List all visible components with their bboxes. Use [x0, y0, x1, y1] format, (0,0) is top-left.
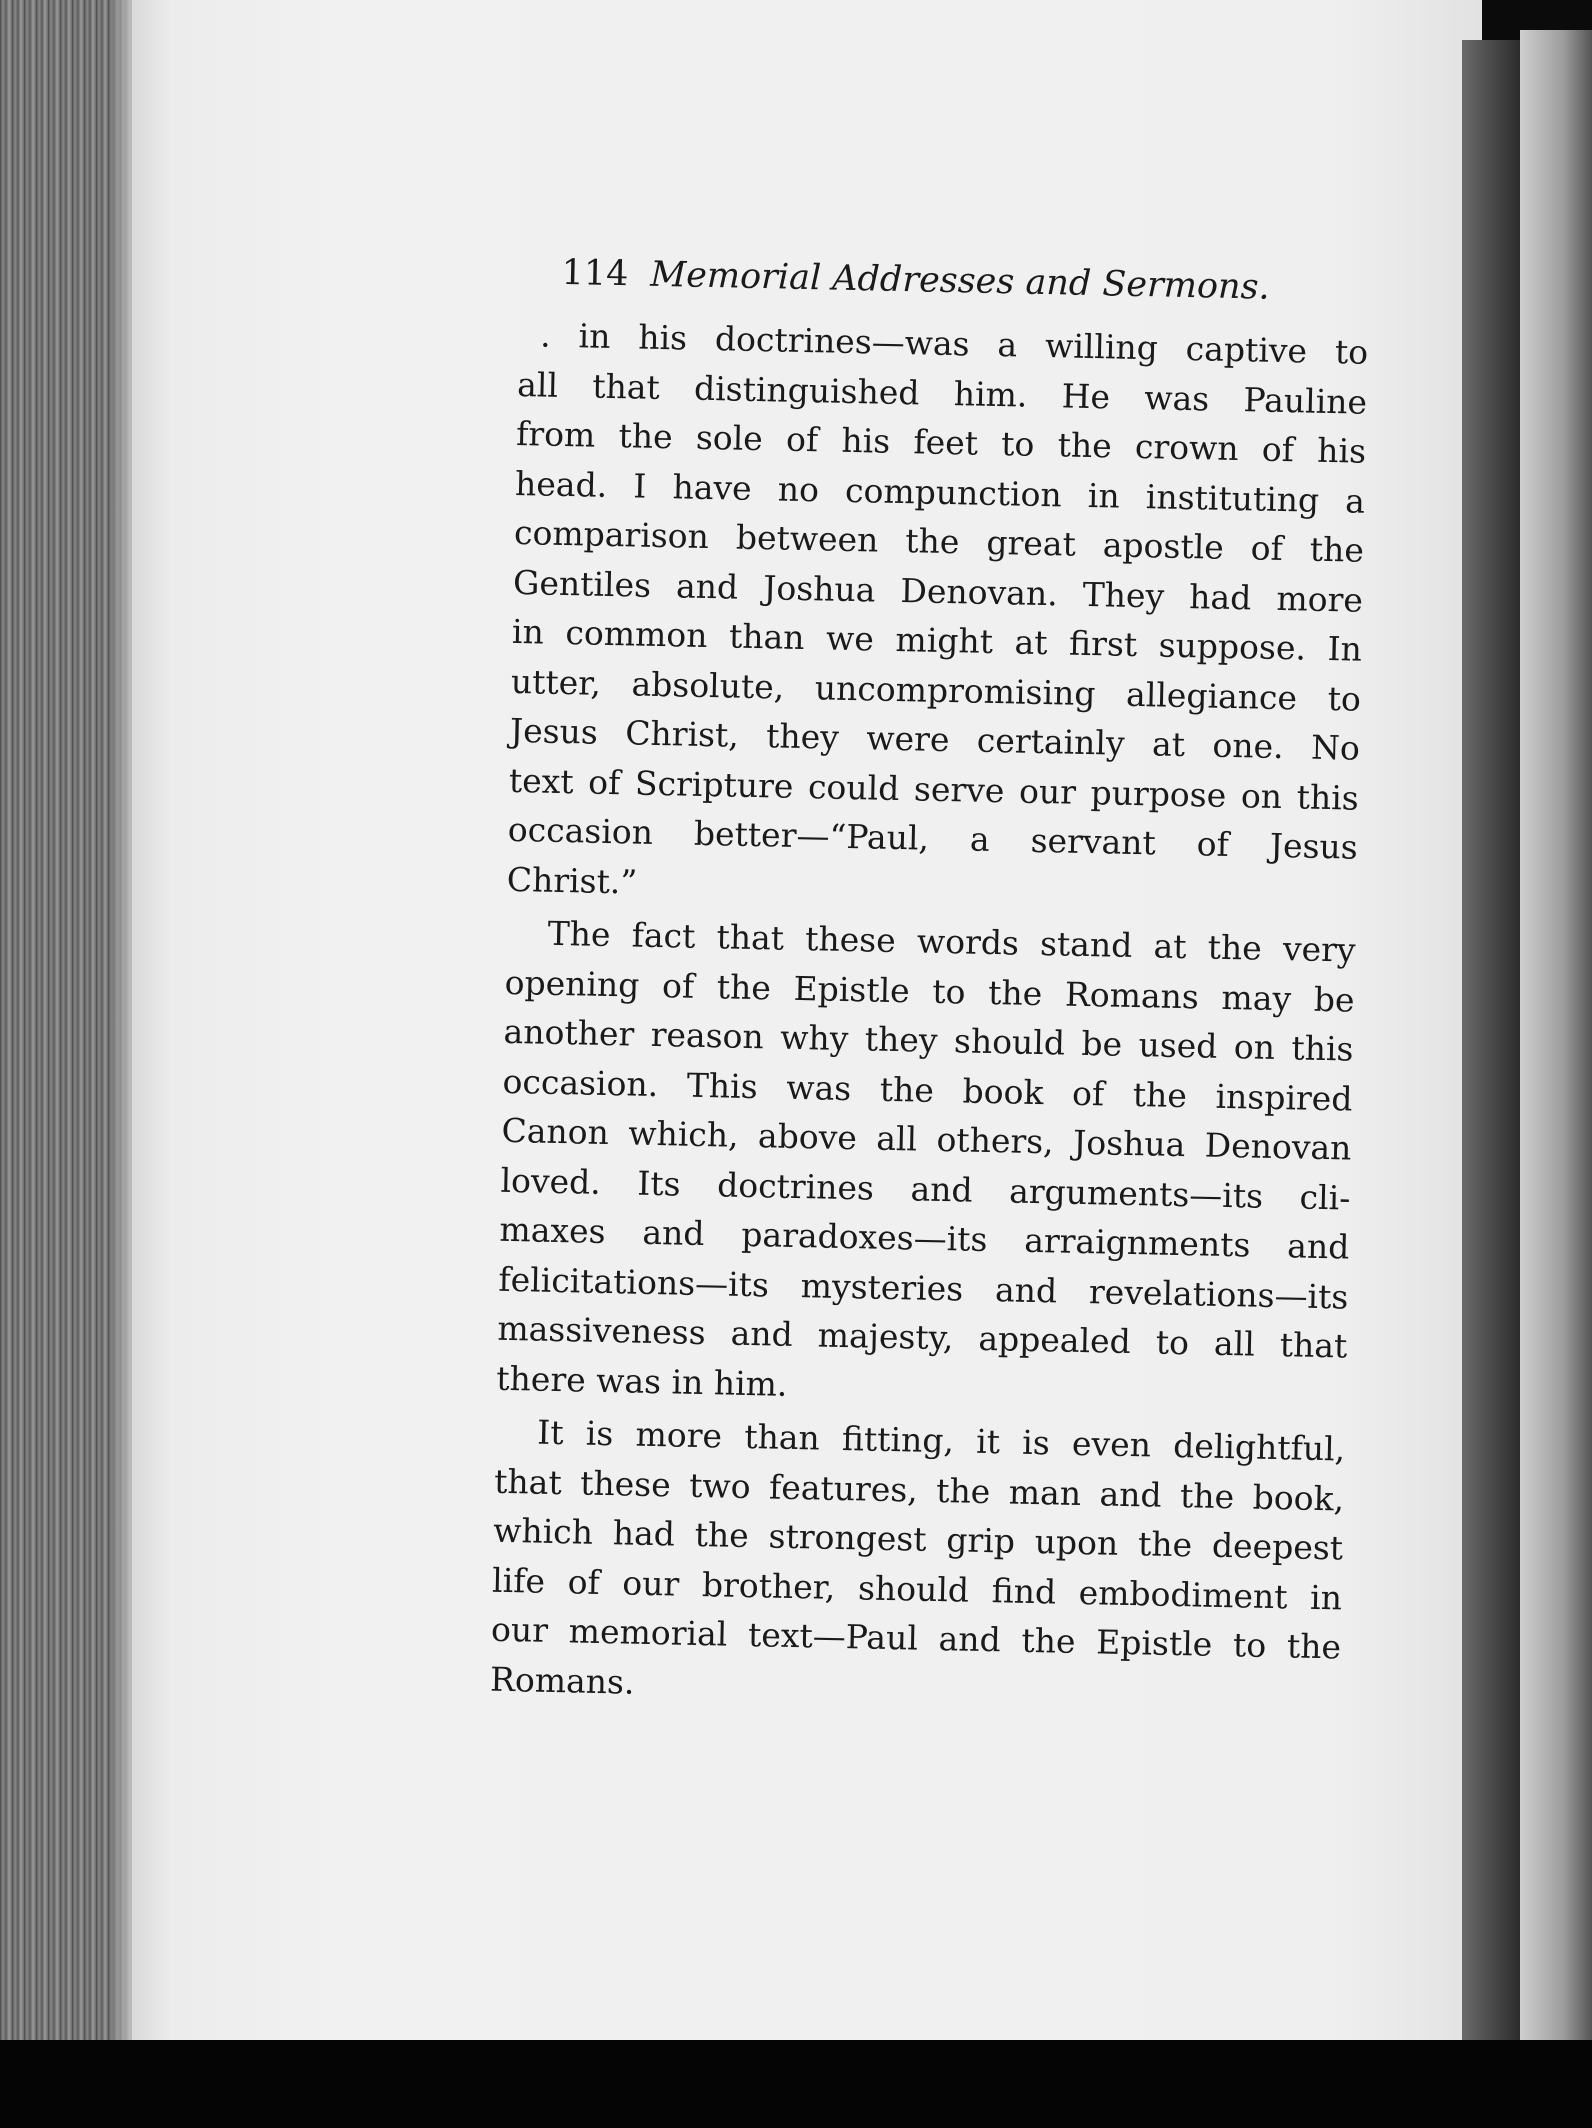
- text-line: there was in him.: [496, 1358, 788, 1404]
- text-line: all that distinguished him. He was Pauline: [516, 364, 1368, 422]
- text-line: life of our brother, should find embodiment in: [491, 1560, 1343, 1618]
- text-line: opening of the Epistle to the Romans may be: [504, 962, 1355, 1020]
- text-line: comparison between the great apostle of the: [513, 512, 1365, 570]
- paragraph-2: [496, 908, 1356, 1421]
- paragraph-1: [506, 310, 1368, 922]
- paragraph-3: [490, 1407, 1346, 1722]
- text-line: Gentiles and Joshua Denovan. They had more: [512, 562, 1364, 620]
- text-line: utter, absolute, uncompromising allegiance to: [510, 661, 1362, 719]
- text-line: in common than we might at first suppose. In: [511, 611, 1363, 669]
- text-line: from the sole of his feet to the crown of his: [515, 413, 1367, 471]
- text-line: our memorial text—Paul and the Epistle to the: [490, 1609, 1342, 1667]
- text-line: text of Scripture could serve our purpose on this: [508, 760, 1360, 818]
- text-line: head. I have no compunction in instituting a: [514, 463, 1366, 521]
- bottom-shadow: [0, 2040, 1592, 2128]
- text-line: Romans.: [489, 1659, 635, 1702]
- binding-gutter: [1462, 40, 1522, 2050]
- text-line: another reason why they should be used on this: [503, 1011, 1354, 1069]
- text-line: . in his doctrines—was a willing captive to: [539, 315, 1369, 372]
- text-line: which had the strongest grip upon the deepest: [492, 1510, 1344, 1568]
- text-line: that these two features, the man and the book,: [493, 1461, 1345, 1519]
- text-line: occasion better—“Paul, a servant of Jesus: [507, 809, 1359, 867]
- text-line: The fact that these words stand at the very: [547, 913, 1356, 970]
- text-line: maxes and paradoxes—its arraignments and: [499, 1209, 1350, 1267]
- text-line: It is more than fitting, it is even delightful,: [536, 1412, 1346, 1469]
- text-line: Christ.”: [506, 859, 638, 902]
- text-line: Jesus Christ, they were certainly at one. No: [509, 710, 1361, 768]
- text-line: massiveness and majesty, appealed to all that: [497, 1308, 1348, 1366]
- facing-page-edge: [1520, 30, 1592, 2090]
- text-line: loved. Its doctrines and arguments—its cli-: [500, 1160, 1351, 1218]
- text-block: [490, 252, 1370, 1721]
- text-line: felicitations—its mysteries and revelations—its: [498, 1259, 1349, 1317]
- text-line: occasion. This was the book of the inspired: [502, 1061, 1353, 1119]
- running-title: Memorial Addresses and Sermons.: [649, 254, 1271, 308]
- page-number: 114: [561, 252, 629, 295]
- text-line: Canon which, above all others, Joshua Denovan: [501, 1110, 1352, 1168]
